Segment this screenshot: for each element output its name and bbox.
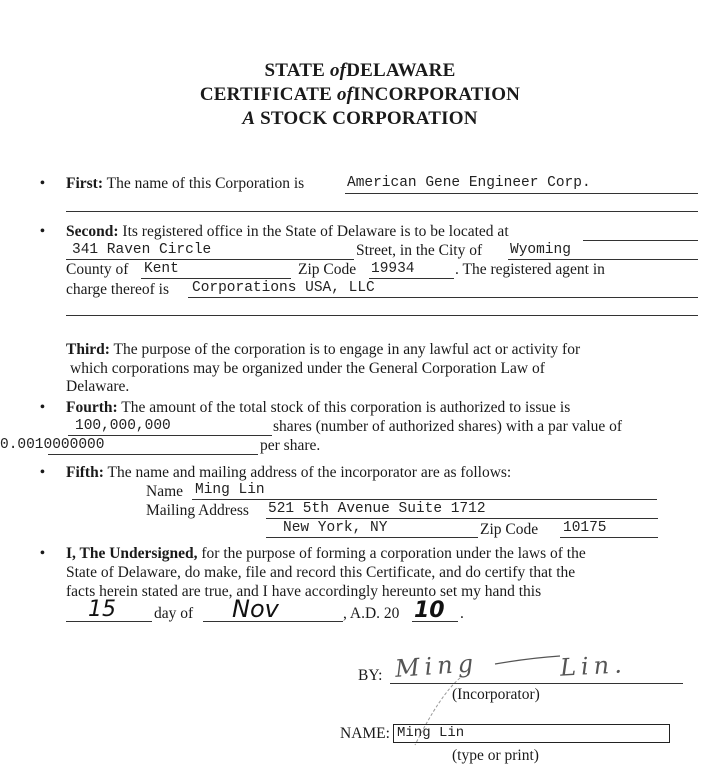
- zip-label: Zip Code: [298, 261, 357, 278]
- year-field[interactable]: 10: [414, 598, 445, 623]
- bullet-icon: •: [40, 465, 45, 480]
- name-label: NAME:: [340, 725, 390, 742]
- underline: [188, 297, 698, 298]
- underline: [141, 278, 291, 279]
- fourth-text: The amount of the total stock of this corporation is authorized to issue is: [121, 399, 571, 416]
- underline: [266, 537, 478, 538]
- title-text: STATE: [264, 60, 330, 81]
- underline: [266, 518, 658, 519]
- underline: [560, 537, 658, 538]
- agent-label: . The registered agent in: [455, 261, 605, 278]
- authorized-shares-field[interactable]: 100,000,000: [75, 418, 171, 434]
- registered-agent-field[interactable]: Corporations USA, LLC: [192, 280, 375, 296]
- period: .: [460, 605, 464, 622]
- title-line-2: [0, 84, 720, 106]
- third-article: [66, 341, 580, 359]
- first-label: First:: [66, 175, 104, 192]
- underline: [345, 193, 698, 194]
- title-of: of: [329, 60, 347, 81]
- month-field[interactable]: Nov: [232, 595, 279, 623]
- underline: [203, 621, 343, 622]
- third-text-2: which corporations may be organized under the General Corporation Law of: [70, 360, 545, 377]
- first-article: [66, 175, 304, 193]
- title-text: INCORPORATION: [353, 84, 521, 105]
- second-label: Second:: [66, 223, 119, 240]
- incorporator-label: (Incorporator): [452, 686, 540, 703]
- undersigned-article: [66, 545, 586, 563]
- title-text: DELAWARE: [346, 60, 456, 81]
- per-share-label: per share.: [260, 437, 321, 454]
- incorporator-name-label: Name: [146, 483, 184, 500]
- first-text: The name of this Corporation is: [106, 175, 305, 192]
- underline: [192, 499, 657, 500]
- title-text: STOCK CORPORATION: [255, 108, 478, 129]
- signature-first[interactable]: Ming: [394, 649, 479, 683]
- by-label: BY:: [358, 667, 383, 684]
- corporation-name-field[interactable]: American Gene Engineer Corp.: [347, 175, 591, 191]
- fifth-text: The name and mailing address of the incorporator are as follows:: [107, 464, 512, 481]
- title-of: of: [336, 84, 354, 105]
- par-value-field[interactable]: 0.0010000000: [0, 437, 105, 453]
- underline: [508, 259, 698, 260]
- bullet-icon: •: [40, 546, 45, 561]
- mailing-zip-label: Zip Code: [480, 521, 539, 538]
- title-text: CERTIFICATE: [199, 84, 337, 105]
- county-label: County of: [66, 261, 129, 278]
- underline: [66, 621, 152, 622]
- mailing-address-field[interactable]: 521 5th Avenue Suite 1712: [268, 501, 486, 517]
- underline: [412, 621, 458, 622]
- printed-name-value: Ming Lin: [397, 725, 465, 741]
- underline: [66, 211, 698, 212]
- underline: [583, 240, 698, 241]
- mailing-address-label: Mailing Address: [146, 502, 249, 519]
- incorporator-name-field[interactable]: Ming Lin: [195, 482, 265, 498]
- third-text: The purpose of the corporation is to engage in any lawful act or activity for: [113, 341, 581, 358]
- bullet-icon: •: [40, 400, 45, 415]
- underline: [66, 315, 698, 316]
- underline: [66, 259, 354, 260]
- street-field[interactable]: 341 Raven Circle: [72, 242, 212, 258]
- fifth-label: Fifth:: [66, 464, 104, 481]
- third-text-3: Delaware.: [66, 378, 130, 395]
- fifth-article: [66, 464, 511, 482]
- second-article: [66, 223, 509, 241]
- shares-label: shares (number of authorized shares) with a par value of: [273, 418, 623, 435]
- title-line-3: [0, 108, 720, 130]
- undersigned-text-2: State of Delaware, do make, file and record this Certificate, and do certify that the: [66, 564, 576, 581]
- fourth-article: [66, 399, 570, 417]
- title-a: A: [242, 108, 256, 129]
- zip-field[interactable]: 19934: [371, 261, 415, 277]
- county-field[interactable]: Kent: [144, 261, 179, 277]
- underline: [68, 435, 272, 436]
- street-label: Street, in the City of: [356, 242, 483, 259]
- second-text: Its registered office in the State of Delaware is to be located at: [122, 223, 509, 240]
- year-label: , A.D. 20: [343, 605, 400, 622]
- day-of-label: day of: [154, 605, 194, 622]
- agent-label-2: charge thereof is: [66, 281, 169, 298]
- undersigned-text: for the purpose of forming a corporation under the laws of the: [201, 545, 586, 562]
- mailing-zip-field[interactable]: 10175: [563, 520, 607, 536]
- undersigned-label: I, The Undersigned,: [66, 545, 198, 562]
- bullet-icon: •: [40, 224, 45, 239]
- fourth-label: Fourth:: [66, 399, 118, 416]
- underline: [48, 454, 258, 455]
- city-field[interactable]: Wyoming: [510, 242, 571, 258]
- title-line-1: [0, 60, 720, 82]
- bullet-icon: •: [40, 176, 45, 191]
- type-or-print-label: (type or print): [452, 747, 539, 764]
- day-field[interactable]: 15: [88, 597, 116, 622]
- underline: [369, 278, 454, 279]
- printed-name-box[interactable]: [393, 724, 670, 743]
- signature-last[interactable]: Lin.: [559, 650, 628, 682]
- signature-line: [390, 683, 683, 684]
- city-state-field[interactable]: New York, NY: [283, 520, 388, 536]
- undersigned-text-3: facts herein stated are true, and I have accordingly hereunto set my hand this: [66, 583, 542, 600]
- third-label: Third:: [66, 341, 110, 358]
